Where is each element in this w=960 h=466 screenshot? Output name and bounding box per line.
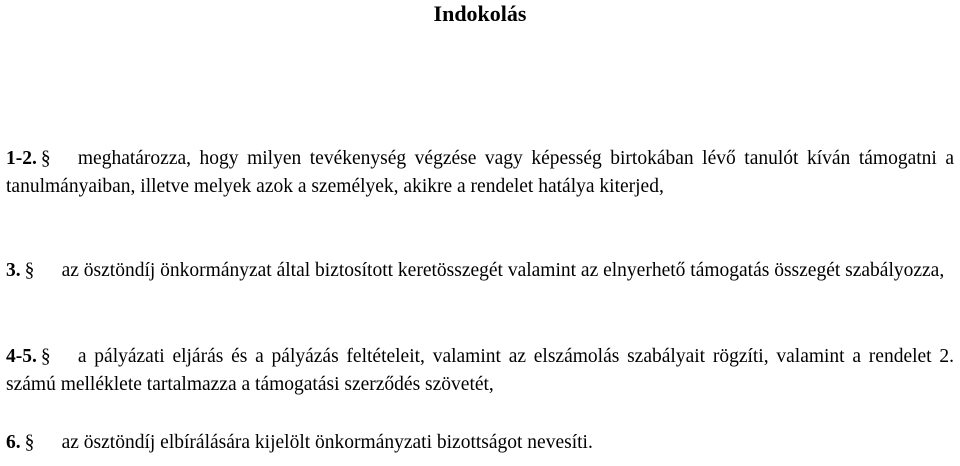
paragraph-number: 3. <box>6 260 21 281</box>
paragraph-1-2 <box>6 145 954 201</box>
paragraph-text: az ösztöndíj elbírálására kijelölt önkormányzati bizottságot nevesíti. <box>61 432 593 453</box>
section-symbol: § <box>40 148 51 169</box>
paragraph-text: meghatározza, hogy milyen tevékenység végzése vagy képesség birtokában lévő tanulót kíván támogatni a tanulmányaiban, illetve melyek azok a személyek, akikre a rendelet hatálya kiterjed, <box>6 148 954 197</box>
section-symbol: § <box>24 432 35 453</box>
document-title: Indokolás <box>433 1 527 26</box>
paragraph-number: 6. <box>6 432 21 453</box>
paragraph-number: 4-5. <box>6 346 37 367</box>
paragraph-text: a pályázati eljárás és a pályázás feltételeit, valamint az elszámolás szabályait rögzíti, valamint a rendelet 2. számú melléklete tartalmazza a támogatási szerződés szövetét, <box>6 346 954 395</box>
section-symbol: § <box>24 260 35 281</box>
paragraph-number: 1-2. <box>6 148 37 169</box>
paragraph-4-5 <box>6 343 954 399</box>
section-symbol: § <box>40 346 51 367</box>
paragraph-text: az ösztöndíj önkormányzat által biztosított keretösszegét valamint az elnyerhető támogatás összegét szabályozza, <box>61 260 945 281</box>
paragraph-3 <box>6 257 954 285</box>
paragraph-6 <box>6 429 954 457</box>
